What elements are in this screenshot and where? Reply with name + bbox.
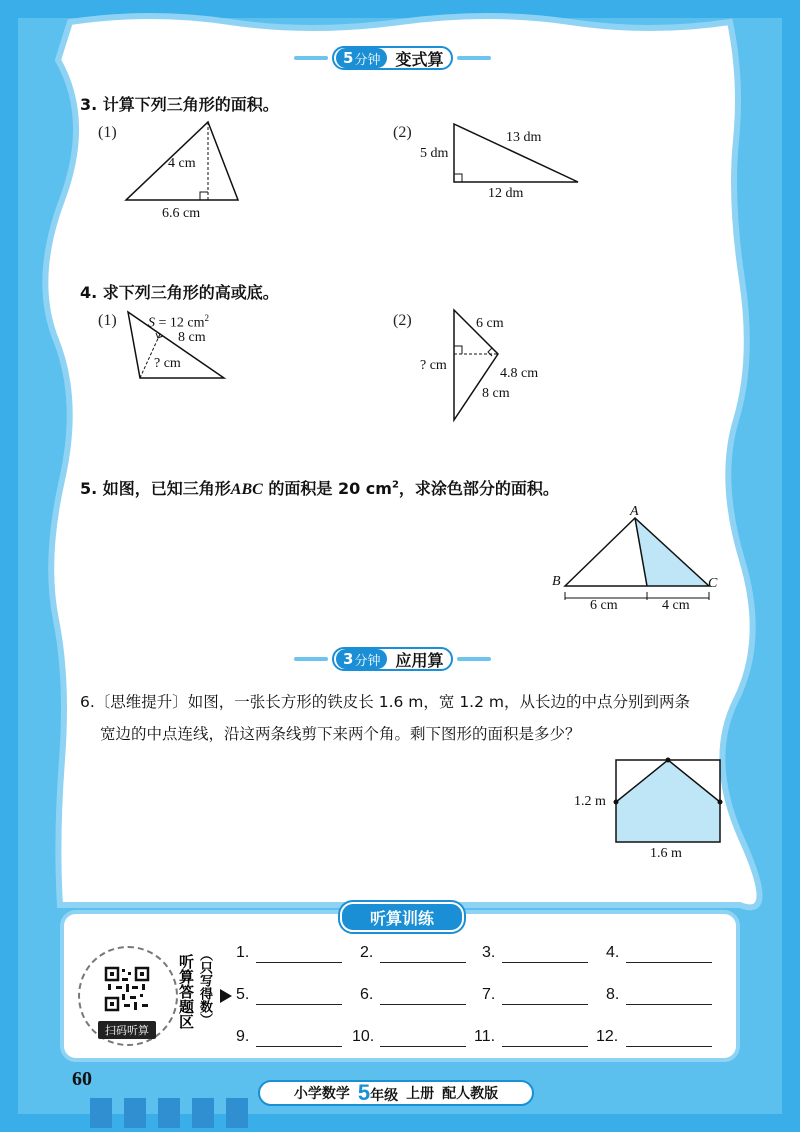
q5-triangle-abc xyxy=(555,510,725,600)
q4-fig1-unknown: ? cm xyxy=(154,356,181,371)
q5-right-length: 4 cm xyxy=(662,598,690,613)
answer-4-num: 4. xyxy=(606,944,620,961)
q6-length: 1.6 m xyxy=(650,846,682,861)
question-6-line2: 宽边的中点连线，沿这两条线剪下来两个角。剩下图形的面积是多少？ xyxy=(100,725,581,743)
section-title: 应用算 xyxy=(395,650,444,670)
q5-left-length: 6 cm xyxy=(590,598,618,613)
qr-code-icon[interactable] xyxy=(104,966,150,1012)
listen-title-badge xyxy=(340,902,464,932)
question-4: 4. 求下列三角形的高或底。 xyxy=(80,283,279,302)
q5-vertex-b: B xyxy=(552,574,561,589)
q4-fig1-side: 8 cm xyxy=(178,330,206,345)
answer-12-num: 12. xyxy=(596,1028,619,1045)
footer-edition: 配人教版 xyxy=(442,1086,499,1102)
answer-8-num: 8. xyxy=(606,986,620,1003)
question-6-line1: 6.〔思维提升〕如图，一张长方形的铁皮长 1.6 m，宽 1.2 m，从长边的中点分别到两条 xyxy=(80,693,690,711)
q3-fig2-label: (2) xyxy=(393,124,412,141)
answer-6-num: 6. xyxy=(360,986,374,1003)
q3-fig1-label: (1) xyxy=(98,124,117,141)
banner-pill xyxy=(332,647,453,671)
banner-pill xyxy=(332,46,453,70)
answer-11-blank[interactable] xyxy=(502,1046,588,1047)
q6-rectangle xyxy=(610,756,726,846)
q4-fig2-unknown: ? cm xyxy=(420,358,447,373)
q4-fig2-height: 4.8 cm xyxy=(500,366,539,381)
answer-11-num: 11. xyxy=(474,1028,496,1045)
banner-wing-left xyxy=(294,657,328,661)
footer-grade: 5年级 xyxy=(357,1080,399,1105)
q3-fig2-side-b: 12 dm xyxy=(488,186,524,201)
answer-9-blank[interactable] xyxy=(256,1046,342,1047)
qr-label: 扫码听算 xyxy=(98,1021,156,1039)
answer-1-num: 1. xyxy=(236,944,250,961)
banner-wing-right xyxy=(457,56,491,60)
answer-8-blank[interactable] xyxy=(626,1004,712,1005)
footer-volume: 上册 xyxy=(406,1086,435,1102)
answer-1-blank[interactable] xyxy=(256,962,342,963)
section-banner-variant xyxy=(290,45,495,71)
minutes-badge: 5 分钟 xyxy=(336,48,387,68)
answer-area-label: 听算答题区 xyxy=(177,954,195,1029)
question-5: 5. 如图，已知三角形ABC 的面积是 20 $cm^2$，求涂色部分的面积。 xyxy=(80,479,559,498)
answer-2-blank[interactable] xyxy=(380,962,466,963)
q6-width: 1.2 m xyxy=(574,794,606,809)
banner-wing-left xyxy=(294,56,328,60)
answer-4-blank[interactable] xyxy=(626,962,712,963)
q4-fig1-area: S = 12 $cm^2$ xyxy=(148,313,209,331)
answer-9-num: 9. xyxy=(236,1028,250,1045)
answer-12-blank[interactable] xyxy=(626,1046,712,1047)
answer-2-num: 2. xyxy=(360,944,374,961)
footer-subject: 小学数学 xyxy=(293,1086,350,1102)
q3-fig2-side-a: 5 dm xyxy=(420,146,449,161)
answer-7-num: 7. xyxy=(482,986,496,1003)
q5-vertex-a: A xyxy=(630,504,639,519)
answer-7-blank[interactable] xyxy=(502,1004,588,1005)
q4-fig1-label: (1) xyxy=(98,312,117,329)
answer-5-blank[interactable] xyxy=(256,1004,342,1005)
q4-fig2-side2: 8 cm xyxy=(482,386,510,401)
minutes-badge: 3 分钟 xyxy=(336,649,387,669)
q5-vertex-c: C xyxy=(708,576,718,591)
section-title: 变式算 xyxy=(395,49,444,69)
listen-title: 听算训练 xyxy=(369,908,434,928)
q3-fig1-base: 6.6 cm xyxy=(162,206,201,221)
banner-wing-right xyxy=(457,657,491,661)
answer-area-note: （只写得数） xyxy=(197,948,212,1026)
page-number: 60 xyxy=(72,1068,92,1090)
footer-book-info xyxy=(258,1080,534,1106)
answer-5-num: 5. xyxy=(236,986,250,1003)
arrow-right-icon xyxy=(220,989,232,1003)
q3-fig1-height: 4 cm xyxy=(168,156,196,171)
section-banner-application xyxy=(290,646,495,672)
q3-fig2-hypotenuse: 13 dm xyxy=(506,130,542,145)
answer-3-num: 3. xyxy=(482,944,496,961)
question-3: 3. 计算下列三角形的面积。 xyxy=(80,95,279,114)
q4-fig2-side1: 6 cm xyxy=(476,316,504,331)
answer-10-blank[interactable] xyxy=(380,1046,466,1047)
q3-fig2-triangle xyxy=(448,118,588,188)
answer-6-blank[interactable] xyxy=(380,1004,466,1005)
q4-fig2-label: (2) xyxy=(393,312,412,329)
answer-10-num: 10. xyxy=(352,1028,375,1045)
answer-3-blank[interactable] xyxy=(502,962,588,963)
